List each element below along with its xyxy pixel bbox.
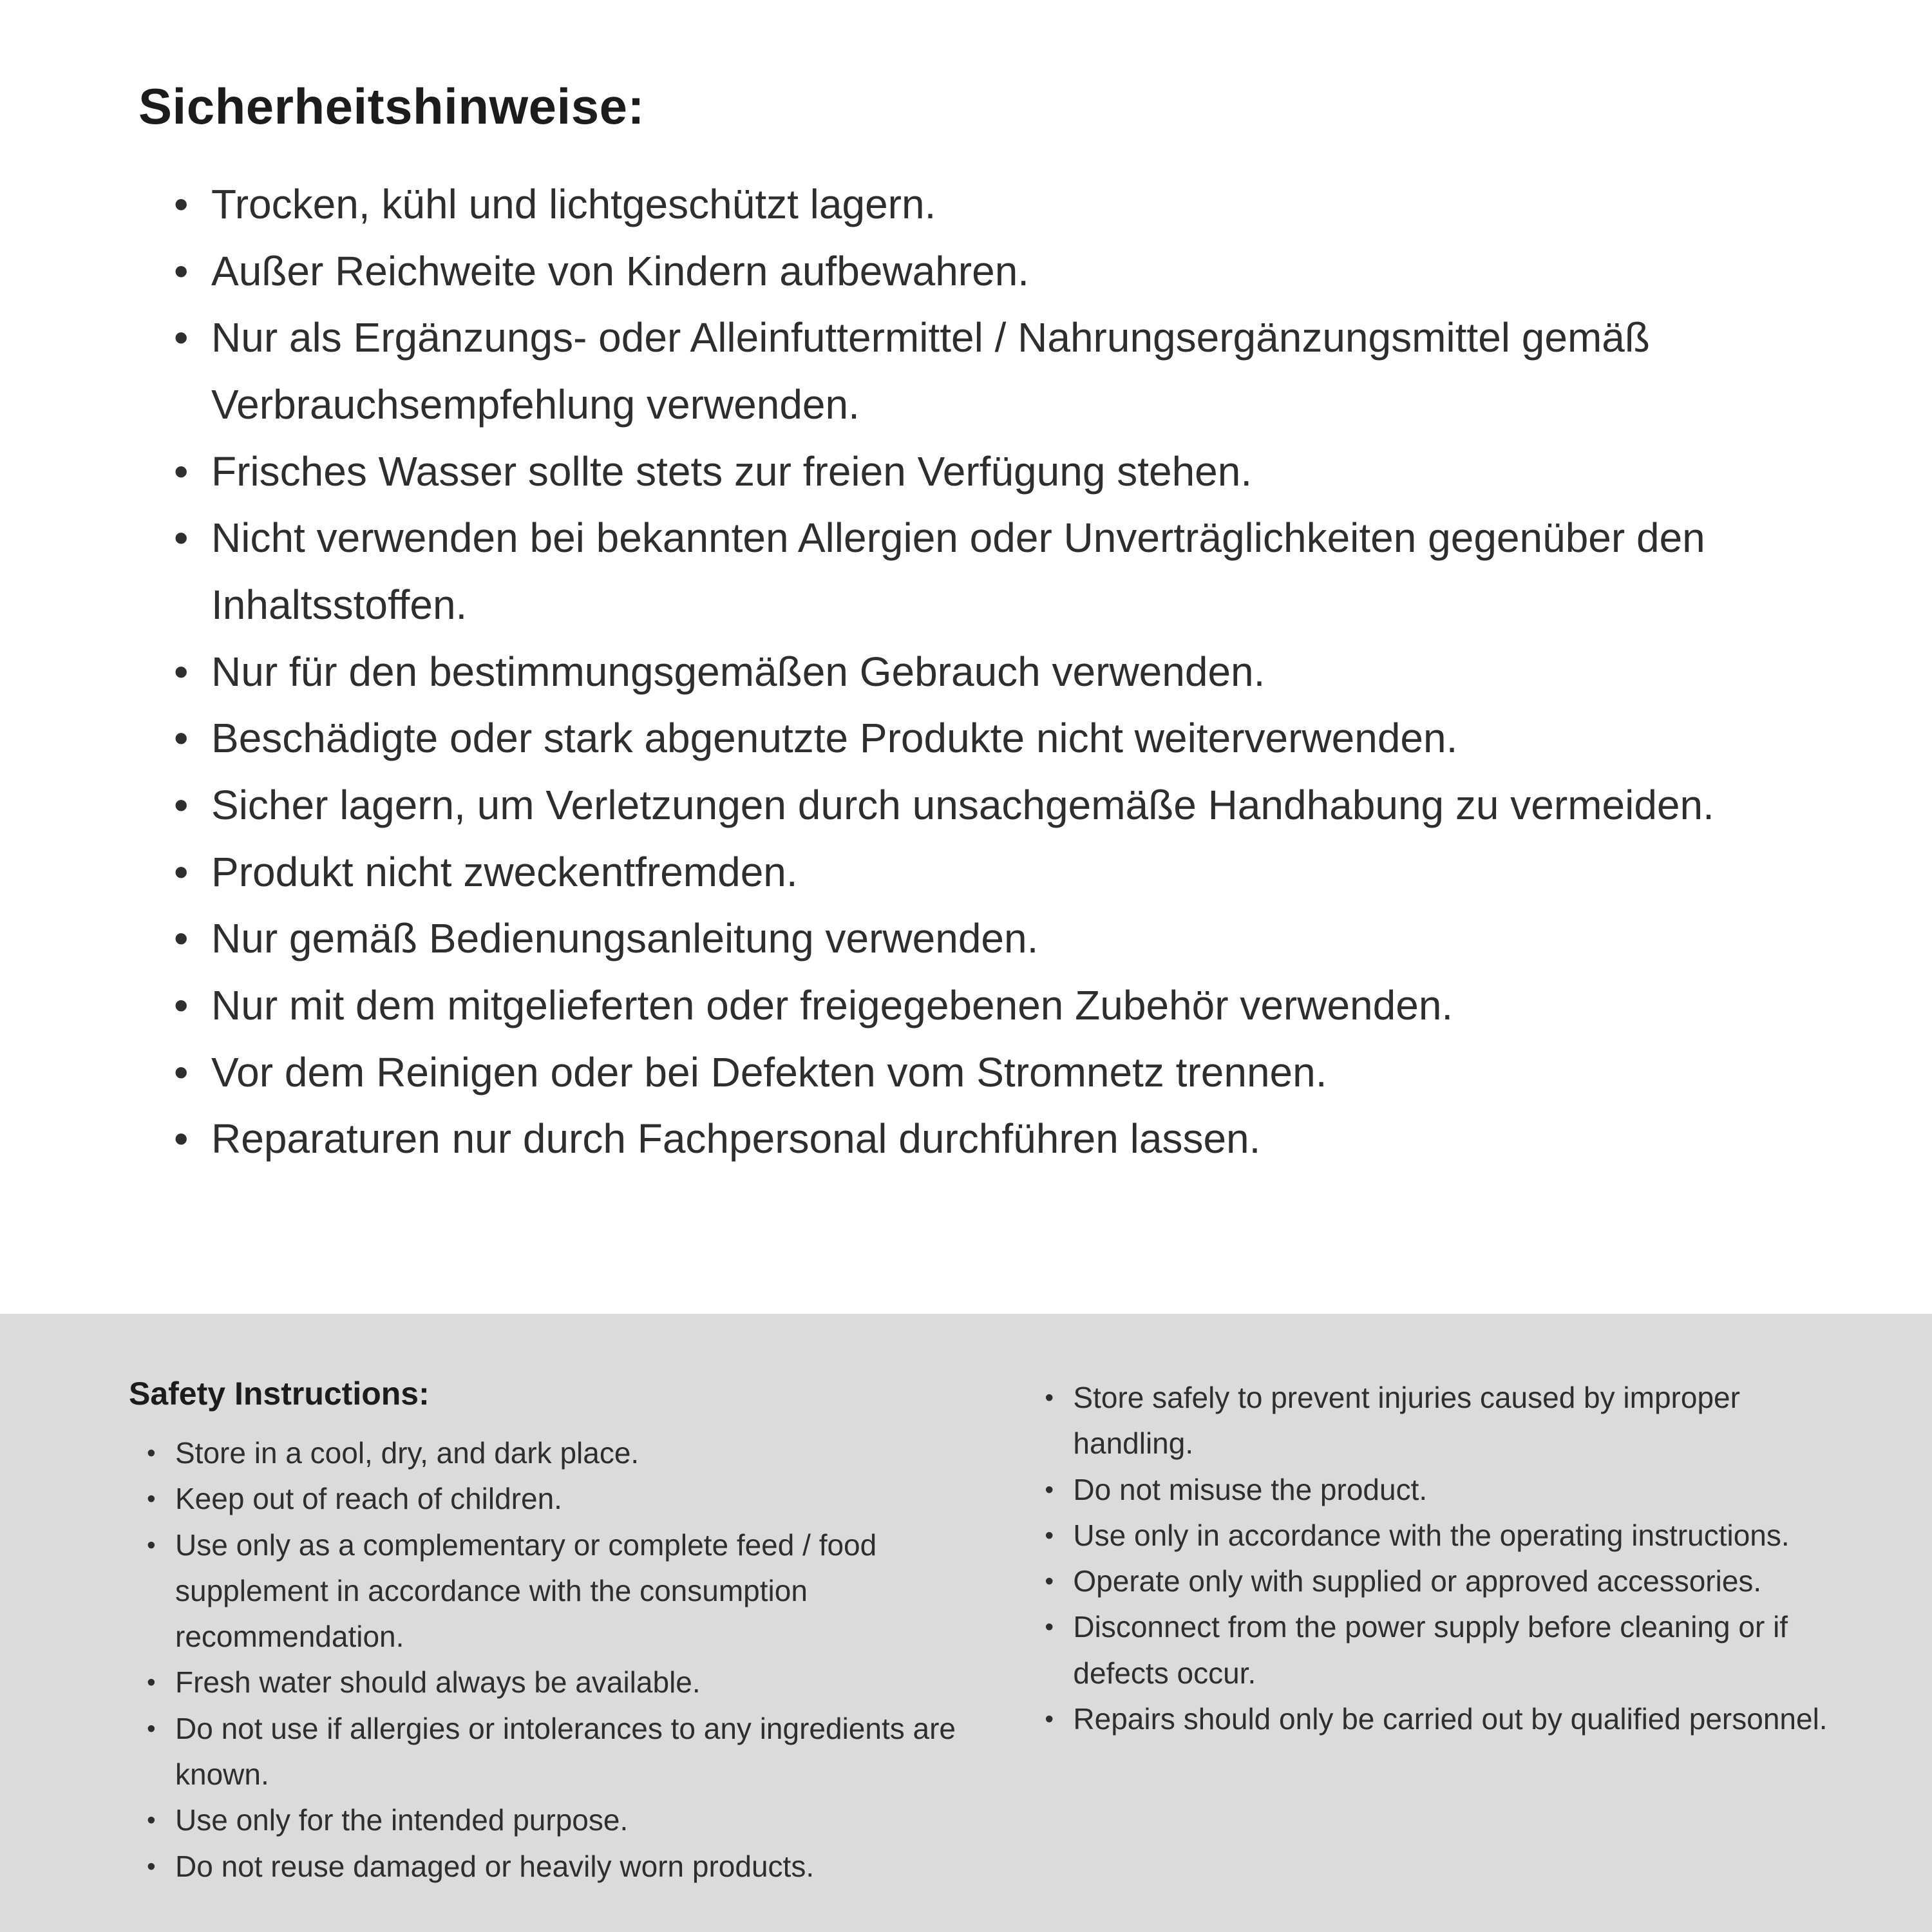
list-item: • Außer Reichweite von Kindern aufbewahren. <box>174 238 1810 305</box>
list-item: • Disconnect from the power supply before cleaning or if defects occur. <box>1045 1604 1842 1696</box>
english-safety-section <box>0 1314 1932 1932</box>
english-section-title: Safety Instructions: <box>129 1376 430 1412</box>
english-safety-list-right <box>1045 1375 1842 1742</box>
list-item: • Store safely to prevent injuries caused by improper handling. <box>1045 1375 1842 1467</box>
list-item: • Nur als Ergänzungs- oder Alleinfuttermittel / Nahrungsergänzungsmittel gemäß Verbrauchsempfehlung verwenden. <box>174 305 1810 438</box>
list-item: • Nur mit dem mitgelieferten oder freigegebenen Zubehör verwenden. <box>174 972 1810 1039</box>
german-safety-list <box>174 171 1810 1173</box>
english-left-column <box>129 1375 983 1893</box>
list-item: • Do not reuse damaged or heavily worn products. <box>147 1844 983 1889</box>
german-section-title: Sicherheitshinweise: <box>138 78 645 135</box>
list-item: • Produkt nicht zweckentfremden. <box>174 839 1810 906</box>
list-item: • Frisches Wasser sollte stets zur freien Verfügung stehen. <box>174 439 1810 506</box>
list-item: • Nur für den bestimmungsgemäßen Gebrauch verwenden. <box>174 639 1810 706</box>
list-item: • Trocken, kühl und lichtgeschützt lagern. <box>174 171 1810 238</box>
list-item: • Store in a cool, dry, and dark place. <box>147 1430 983 1476</box>
english-right-column <box>1045 1375 1842 1893</box>
list-item: • Nur gemäß Bedienungsanleitung verwenden. <box>174 905 1810 972</box>
list-item: • Reparaturen nur durch Fachpersonal durchführen lassen. <box>174 1106 1810 1173</box>
list-item: • Repairs should only be carried out by qualified personnel. <box>1045 1696 1842 1742</box>
list-item: • Beschädigte oder stark abgenutzte Produkte nicht weiterverwenden. <box>174 705 1810 772</box>
list-item: • Fresh water should always be available. <box>147 1660 983 1705</box>
list-item: • Use only for the intended purpose. <box>147 1797 983 1843</box>
list-item: • Vor dem Reinigen oder bei Defekten vom Stromnetz trennen. <box>174 1039 1810 1106</box>
list-item: • Use only in accordance with the operating instructions. <box>1045 1513 1842 1558</box>
list-item: • Operate only with supplied or approved accessories. <box>1045 1558 1842 1604</box>
list-item: • Nicht verwenden bei bekannten Allergien oder Unverträglichkeiten gegenüber den Inhaltsstoffen. <box>174 505 1810 638</box>
list-item: • Keep out of reach of children. <box>147 1476 983 1522</box>
english-safety-list-left <box>147 1430 983 1889</box>
list-item: • Use only as a complementary or complete feed / food supplement in accordance with the consumption recommendation. <box>147 1522 983 1660</box>
list-item: • Sicher lagern, um Verletzungen durch unsachgemäße Handhabung zu vermeiden. <box>174 772 1810 839</box>
list-item: • Do not misuse the product. <box>1045 1467 1842 1513</box>
list-item: • Do not use if allergies or intolerances to any ingredients are known. <box>147 1706 983 1798</box>
